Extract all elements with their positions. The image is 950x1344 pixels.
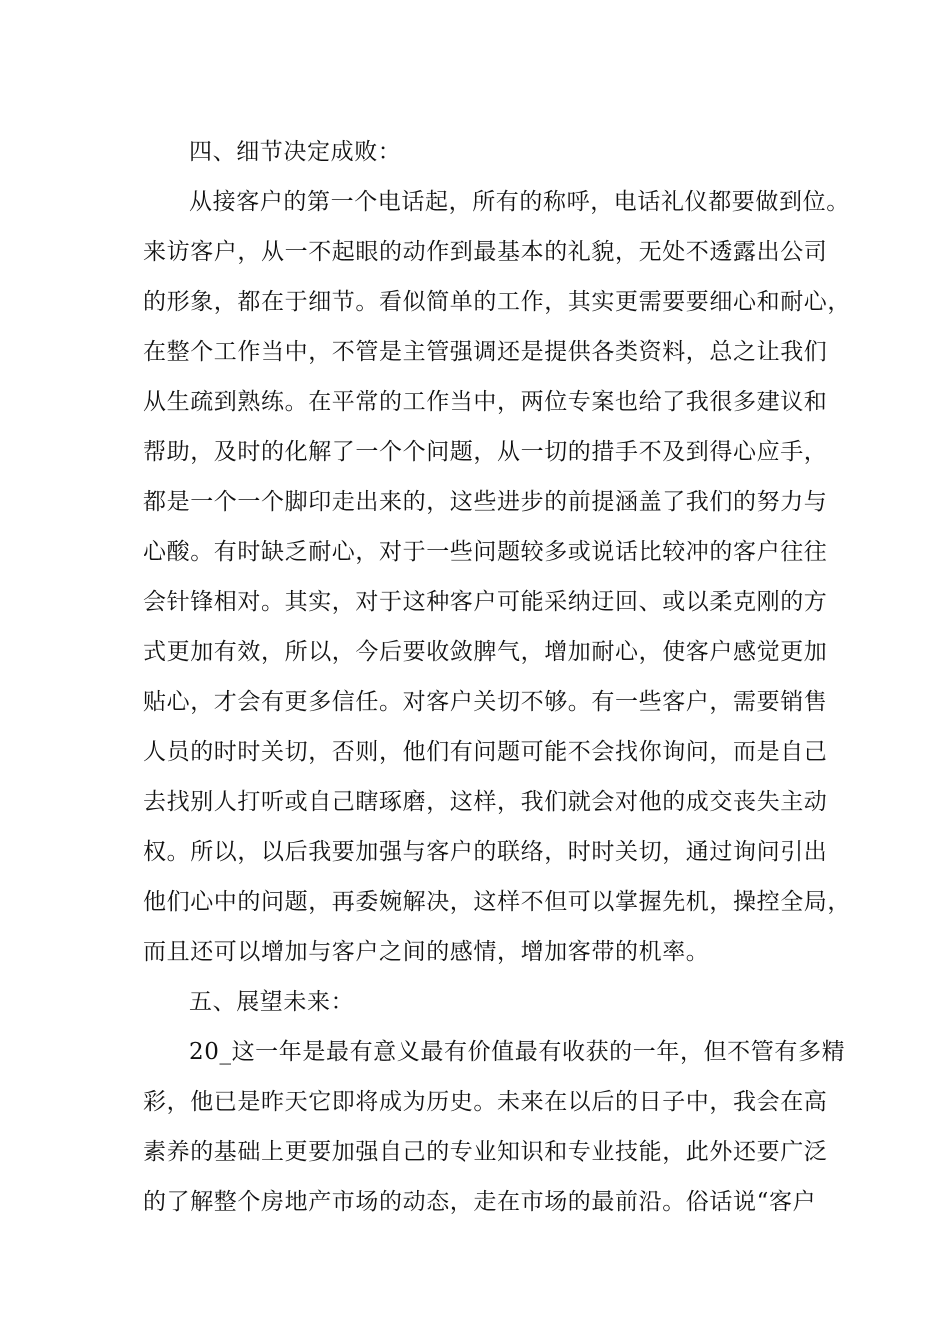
paragraph-line: 从生疏到熟练。在平常的工作当中，两位专案也给了我很多建议和 — [143, 389, 828, 415]
paragraph-line: 彩，他已是昨天它即将成为历史。未来在以后的日子中，我会在高 — [143, 1089, 828, 1115]
paragraph-line: 人员的时时关切，否则，他们有问题可能不会找你询问，而是自己 — [143, 739, 828, 765]
paragraph-line: 心酸。有时缺乏耐心，对于一些问题较多或说话比较冲的客户往往 — [143, 539, 828, 565]
paragraph-line: 来访客户，从一不起眼的动作到最基本的礼貌，无处不透露出公司 — [143, 239, 828, 265]
paragraph-line: 贴心，才会有更多信任。对客户关切不够。有一些客户，需要销售 — [143, 689, 828, 715]
paragraph-line: 帮助，及时的化解了一个个问题，从一切的措手不及到得心应手， — [143, 439, 828, 465]
paragraph-line: 的了解整个房地产市场的动态，走在市场的最前沿。俗话说“客户 — [143, 1189, 817, 1215]
section-heading-5: 五、展望未来： — [189, 989, 355, 1015]
paragraph-line: 会针锋相对。其实，对于这种客户可能采纳迂回、或以柔克刚的方 — [143, 589, 828, 615]
paragraph-line: 20_这一年是最有意义最有价值最有收获的一年，但不管有多精 — [189, 1039, 846, 1065]
paragraph-line: 他们心中的问题，再委婉解决，这样不但可以掌握先机，操控全局， — [143, 889, 851, 915]
paragraph-line: 式更加有效，所以，今后要收敛脾气，增加耐心，使客户感觉更加 — [143, 639, 828, 665]
paragraph-line: 而且还可以增加与客户之间的感情，增加客带的机率。 — [143, 939, 710, 965]
paragraph-line: 权。所以，以后我要加强与客户的联络，时时关切，通过询问引出 — [143, 839, 828, 865]
paragraph-line: 都是一个一个脚印走出来的，这些进步的前提涵盖了我们的努力与 — [143, 489, 828, 515]
paragraph-line: 从接客户的第一个电话起，所有的称呼，电话礼仪都要做到位。 — [189, 189, 850, 215]
paragraph-line: 去找别人打听或自己瞎琢磨，这样，我们就会对他的成交丧失主动 — [143, 789, 828, 815]
section-heading-4: 四、细节决定成败： — [189, 139, 402, 165]
paragraph-line: 素养的基础上更要加强自己的专业知识和专业技能，此外还要广泛 — [143, 1139, 828, 1165]
paragraph-line: 的形象，都在于细节。看似简单的工作，其实更需要要细心和耐心， — [143, 289, 851, 315]
paragraph-line: 在整个工作当中，不管是主管强调还是提供各类资料，总之让我们 — [143, 339, 828, 365]
